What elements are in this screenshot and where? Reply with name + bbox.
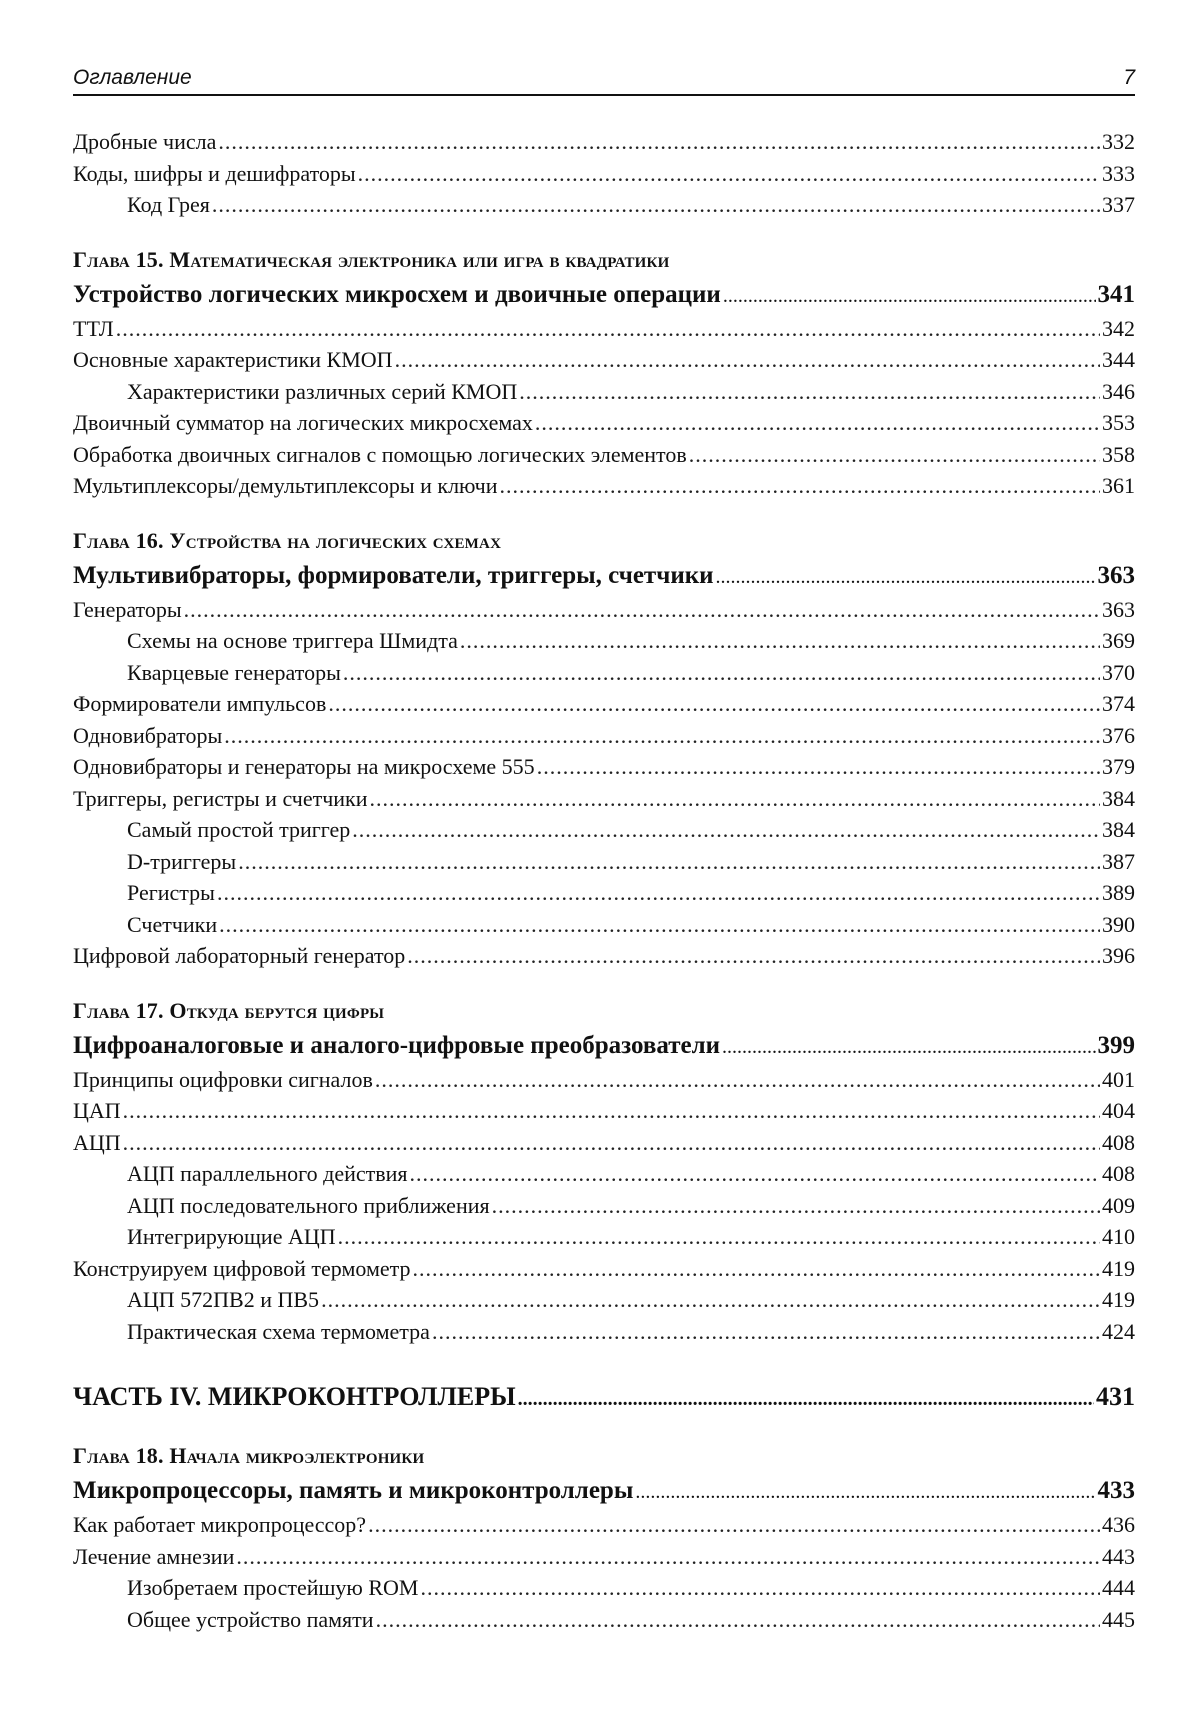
dot-leader	[460, 625, 1100, 657]
dot-leader	[116, 313, 1100, 345]
toc-entry-title: АЦП параллельного действия	[127, 1161, 408, 1186]
dot-leader	[184, 594, 1100, 626]
dot-leader	[413, 1253, 1100, 1285]
dot-leader	[537, 751, 1100, 783]
toc-entry	[73, 940, 1135, 972]
toc-entry-title: Двоичный сумматор на логических микросхемах	[73, 410, 533, 435]
dot-leader	[328, 688, 1100, 720]
page-number: 7	[1123, 66, 1135, 89]
toc-entry	[73, 720, 1135, 752]
dot-leader	[722, 1029, 1095, 1065]
toc-entry-title: Общее устройство памяти	[127, 1606, 374, 1632]
dot-leader	[123, 1127, 1100, 1159]
toc-entry	[73, 625, 1135, 657]
dot-leader	[370, 783, 1100, 815]
dot-leader	[321, 1284, 1100, 1316]
dot-leader	[492, 1190, 1100, 1222]
toc-entry-title: Мультиплексоры/демультиплексоры и ключи	[73, 473, 498, 498]
toc-entry-title: Обработка двоичных сигналов с помощью логических элементов	[73, 441, 687, 467]
dot-leader	[635, 1474, 1095, 1510]
toc-entry-page: 369	[1102, 628, 1135, 653]
table-of-contents	[73, 126, 1135, 1635]
toc-entry-title: ЦАП	[73, 1098, 121, 1123]
toc-entry-page: 408	[1102, 1161, 1135, 1186]
toc-entry-page: 379	[1102, 754, 1135, 779]
toc-entry-title: Формирователи импульсов	[73, 691, 327, 716]
toc-entry-title: Устройство логических микросхем и двоичные операции	[73, 280, 721, 308]
toc-entry-title: Конструируем цифровой термометр	[73, 1255, 411, 1281]
chapter-subtitle	[73, 277, 1135, 313]
toc-entry-title: Характеристики различных серий КМОП	[127, 378, 518, 404]
chapter-heading: Глава 18. Начала микроэлектроники	[73, 1443, 425, 1468]
toc-entry	[73, 909, 1135, 941]
toc-entry-title: ЧАСТЬ IV. МИКРОКОНТРОЛЛЕРЫ	[73, 1382, 516, 1411]
toc-entry	[73, 1284, 1135, 1316]
toc-entry	[73, 158, 1135, 190]
toc-entry	[73, 376, 1135, 408]
toc-entry-page: 396	[1102, 943, 1135, 968]
toc-entry-title: Интегрирующие АЦП	[127, 1224, 336, 1249]
toc-entry	[73, 313, 1135, 345]
dot-leader	[343, 657, 1100, 689]
toc-entry-page: 404	[1102, 1098, 1135, 1123]
dot-leader	[236, 1541, 1100, 1573]
toc-entry-page: 361	[1102, 473, 1135, 498]
dot-leader	[716, 559, 1096, 595]
toc-entry-page: 333	[1102, 160, 1135, 186]
dot-leader	[375, 1064, 1100, 1096]
toc-entry-page: 436	[1102, 1512, 1135, 1537]
toc-entry-title: Схемы на основе триггера Шмидта	[127, 628, 458, 653]
toc-entry	[73, 1604, 1135, 1636]
toc-entry-page: 374	[1102, 691, 1135, 716]
dot-leader	[217, 877, 1100, 909]
dot-leader	[689, 439, 1100, 471]
toc-entry	[73, 1572, 1135, 1604]
toc-entry-title: Лечение амнезии	[73, 1543, 235, 1569]
dot-leader	[519, 376, 1100, 408]
toc-entry	[73, 783, 1135, 815]
toc-entry	[73, 1095, 1135, 1127]
dot-leader	[723, 278, 1096, 314]
dot-leader	[395, 344, 1100, 376]
toc-entry-title: Микропроцессоры, память и микроконтроллеры	[73, 1477, 634, 1504]
toc-entry	[73, 344, 1135, 376]
toc-entry-page: 344	[1102, 347, 1135, 372]
toc-entry	[73, 407, 1135, 439]
toc-entry-page: 337	[1102, 192, 1135, 217]
chapter-heading: Глава 15. Математическая электроника или игра в квадратики	[73, 246, 670, 272]
toc-entry-page: 376	[1102, 722, 1135, 748]
toc-entry-title: Цифровой лабораторный генератор	[73, 943, 406, 968]
toc-entry-page: 419	[1102, 1287, 1135, 1312]
toc-entry-page: 399	[1097, 1031, 1135, 1059]
toc-entry-title: Кварцевые генераторы	[127, 659, 341, 685]
toc-entry-title: Мультивибраторы, формирователи, триггеры, счетчики	[73, 561, 714, 589]
toc-gap	[73, 1347, 1135, 1377]
toc-entry-title: Как работает микропроцессор?	[73, 1512, 367, 1537]
toc-entry-page: 387	[1102, 848, 1135, 874]
toc-entry	[73, 814, 1135, 846]
toc-entry-page: 419	[1102, 1255, 1135, 1281]
toc-entry-page: 384	[1102, 817, 1135, 842]
toc-entry	[73, 1221, 1135, 1253]
toc-entry	[73, 594, 1135, 626]
toc-entry-title: Регистры	[127, 880, 215, 905]
chapter-subtitle	[73, 1028, 1135, 1064]
page-header	[73, 66, 1135, 96]
toc-entry-page: 353	[1102, 410, 1135, 435]
toc-entry	[73, 1253, 1135, 1285]
toc-entry	[73, 846, 1135, 878]
toc-entry-page: 363	[1102, 596, 1135, 622]
dot-leader	[518, 1379, 1094, 1419]
toc-entry	[73, 1127, 1135, 1159]
dot-leader	[407, 940, 1100, 972]
toc-entry-page: 346	[1102, 378, 1135, 404]
toc-entry-title: Цифроаналоговые и аналого-цифровые преобразователи	[73, 1031, 721, 1059]
toc-entry-title: Генераторы	[73, 596, 182, 622]
toc-entry	[73, 126, 1135, 158]
toc-entry	[73, 688, 1135, 720]
part-heading	[73, 1377, 1135, 1417]
chapter-subtitle	[73, 1473, 1135, 1509]
toc-entry-title: АЦП 572ПВ2 и ПВ5	[127, 1287, 320, 1312]
toc-entry-title: Коды, шифры и дешифраторы	[73, 160, 356, 186]
dot-leader	[420, 1572, 1100, 1604]
toc-gap	[73, 502, 1135, 524]
toc-entry-title: Счетчики	[127, 911, 218, 937]
toc-entry	[73, 1541, 1135, 1573]
chapter-subtitle	[73, 558, 1135, 594]
dot-leader	[219, 909, 1100, 941]
toc-entry	[73, 189, 1135, 221]
dot-leader	[224, 720, 1100, 752]
toc-entry-title: D-триггеры	[127, 848, 237, 874]
toc-entry-page: 332	[1102, 129, 1135, 154]
toc-entry-page: 443	[1102, 1543, 1135, 1569]
toc-entry-page: 342	[1102, 315, 1135, 341]
dot-leader	[358, 158, 1100, 190]
dot-leader	[432, 1316, 1100, 1348]
toc-entry-page: 341	[1097, 280, 1135, 308]
toc-entry-page: 433	[1097, 1477, 1135, 1504]
dot-leader	[218, 126, 1100, 158]
toc-entry-page: 424	[1102, 1318, 1135, 1344]
toc-entry	[73, 751, 1135, 783]
dot-leader	[410, 1158, 1100, 1190]
toc-entry-title: Принципы оцифровки сигналов	[73, 1066, 373, 1092]
toc-entry-title: Самый простой триггер	[127, 817, 351, 842]
dot-leader	[238, 846, 1100, 878]
toc-entry	[73, 657, 1135, 689]
toc-entry-title: Одновибраторы и генераторы на микросхеме 555	[73, 754, 535, 779]
toc-entry-page: 384	[1102, 785, 1135, 811]
toc-entry-title: АЦП	[73, 1129, 121, 1155]
toc-entry-title: Основные характеристики КМОП	[73, 347, 393, 372]
toc-entry-page: 363	[1097, 561, 1135, 589]
dot-leader	[376, 1604, 1100, 1636]
toc-entry-page: 401	[1102, 1066, 1135, 1092]
toc-entry-title: Одновибраторы	[73, 722, 223, 748]
dot-leader	[338, 1221, 1100, 1253]
toc-entry	[73, 439, 1135, 471]
toc-entry	[73, 1509, 1135, 1541]
toc-entry-page: 358	[1102, 441, 1135, 467]
toc-entry-page: 389	[1102, 880, 1135, 905]
toc-entry-title: Практическая схема термометра	[127, 1318, 430, 1344]
toc-gap	[73, 221, 1135, 243]
dot-leader	[368, 1509, 1100, 1541]
toc-entry	[73, 1064, 1135, 1096]
toc-entry	[73, 1190, 1135, 1222]
toc-entry	[73, 470, 1135, 502]
dot-leader	[535, 407, 1100, 439]
toc-entry-page: 370	[1102, 659, 1135, 685]
toc-entry	[73, 1316, 1135, 1348]
running-title: Оглавление	[73, 66, 192, 89]
toc-entry-page: 444	[1102, 1575, 1135, 1600]
dot-leader	[123, 1095, 1100, 1127]
toc-entry-title: ТТЛ	[73, 315, 114, 341]
toc-entry-page: 410	[1102, 1224, 1135, 1249]
chapter-heading: Глава 17. Откуда берутся цифры	[73, 997, 385, 1023]
toc-entry-title: АЦП последовательного приближения	[127, 1192, 490, 1218]
toc-entry-page: 408	[1102, 1129, 1135, 1155]
toc-entry-title: Код Грея	[127, 192, 210, 217]
toc-entry	[73, 877, 1135, 909]
toc-entry-title: Дробные числа	[73, 129, 217, 154]
chapter-heading: Глава 16. Устройства на логических схемах	[73, 527, 502, 553]
toc-entry-page: 409	[1102, 1192, 1135, 1218]
toc-entry-page: 431	[1096, 1382, 1135, 1411]
dot-leader	[499, 470, 1100, 502]
toc-entry-title: Триггеры, регистры и счетчики	[73, 785, 368, 811]
toc-entry	[73, 1158, 1135, 1190]
dot-leader	[212, 189, 1100, 221]
toc-entry-page: 445	[1102, 1606, 1135, 1632]
toc-gap	[73, 1417, 1135, 1439]
toc-gap	[73, 972, 1135, 994]
toc-entry-title: Изобретаем простейшую ROM	[127, 1575, 419, 1600]
toc-entry-page: 390	[1102, 911, 1135, 937]
dot-leader	[352, 814, 1100, 846]
